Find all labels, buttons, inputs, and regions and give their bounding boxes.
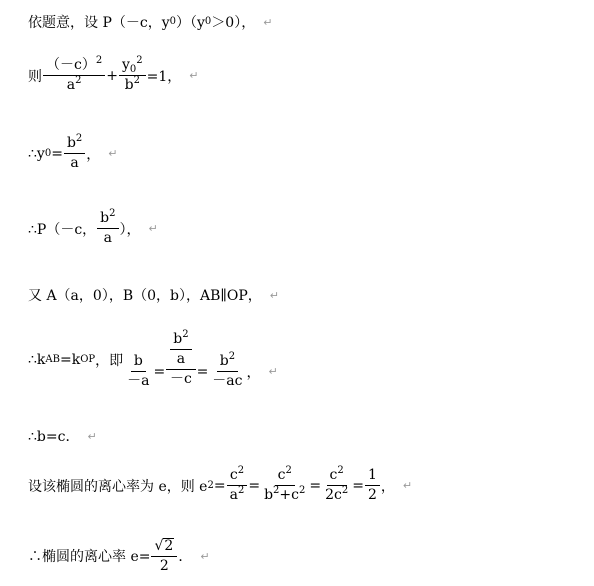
line4-lead: ∴P（－c， [28,221,97,238]
sqrt-icon: √ 2 [154,538,174,554]
line2-end: =1， [146,68,182,85]
line1-mid: ）（y [176,15,205,31]
paragraph-mark-icon: ↵ [200,549,210,563]
fraction-c2-over-b2-plus-c2: $\frac{c^2}{b^2+c^2}$ [264,465,306,503]
fraction-one-half: $\frac{1}{2}$ [365,468,380,503]
inner-fraction: $\frac{b^2}{a}$ [170,332,191,367]
line-6: ∴k AB =k OP ，即 $\frac{b}{-a}$ = $\frac{\frac{b^2}{a}}{-c}$ = $\frac{b^2}{-ac}$ ， ↵ [28,329,278,389]
fraction-2: $\frac{y_0^2}{b^2}$ [119,58,146,93]
line-8: 设该椭圆的离心率为 e，则 e 2 = $\frac{c^2}{a^2}$ = $\frac{c^2}{b^2+c^2}$ = $\frac{c^2}{2c^2}$ = $\frac{1}{2}$ ， ↵ [28,465,413,503]
fraction-b-over-neg-a: $\frac{b}{-a}$ [127,353,150,389]
fraction-sqrt2-over-2: √ 2 2 [151,538,177,574]
fraction-b2-over-a: $\frac{b^2}{a}$ [64,136,85,171]
compound-fraction: $\frac{\frac{b^2}{a}}{-c}$ [166,332,195,387]
line-4: ∴P（－c， $\frac{b^2}{a}$ ）， ↵ [28,208,158,246]
paragraph-mark-icon: ↵ [189,69,199,82]
line-5 [28,285,279,305]
line-2 [28,55,199,93]
paragraph-mark-icon: ↵ [108,147,118,160]
fraction-c2-over-2c2: $\frac{c^2}{2c^2}$ [325,465,349,503]
fraction-b2-over-a: $\frac{b^2}{a}$ [97,211,118,246]
line1-end: ＞0）， [211,15,256,31]
plus-sign: + [106,67,118,84]
line-7 [28,426,97,446]
line5-text: 又 A（a，0），B（0，b），AB∥OP， [28,288,262,304]
line3-lead: ∴y [28,145,45,162]
fraction-c2-over-a2: $\frac{c^2}{a^2}$ [227,468,248,503]
line2-lead: 则 [28,68,42,85]
paragraph-mark-icon: ↵ [269,288,279,302]
line-1: 依题意，设 P（－c，y 0 ）（y 0 ＞0）， ↵ [28,12,272,32]
paragraph-mark-icon: ↵ [148,222,158,235]
fraction-1: $\frac{(-c)^2}{a^2}$ [43,58,105,93]
paragraph-mark-icon: ↵ [263,15,273,29]
line1-text: 依题意，设 P（－c，y [28,15,170,31]
line7-text: ∴b=c． [28,429,80,445]
paragraph-mark-icon: ↵ [87,429,97,443]
paragraph-mark-icon: ↵ [402,479,413,492]
fraction-b2-over-neg-ac: $\frac{b^2}{-ac}$ [212,351,243,389]
line-3: ∴y 0 = $\frac{b^2}{a}$ ， ↵ [28,133,118,171]
paragraph-mark-icon: ↵ [268,365,278,378]
line-9: ∴椭圆的离心率 e= √ 2 2 ． ↵ [28,538,210,574]
